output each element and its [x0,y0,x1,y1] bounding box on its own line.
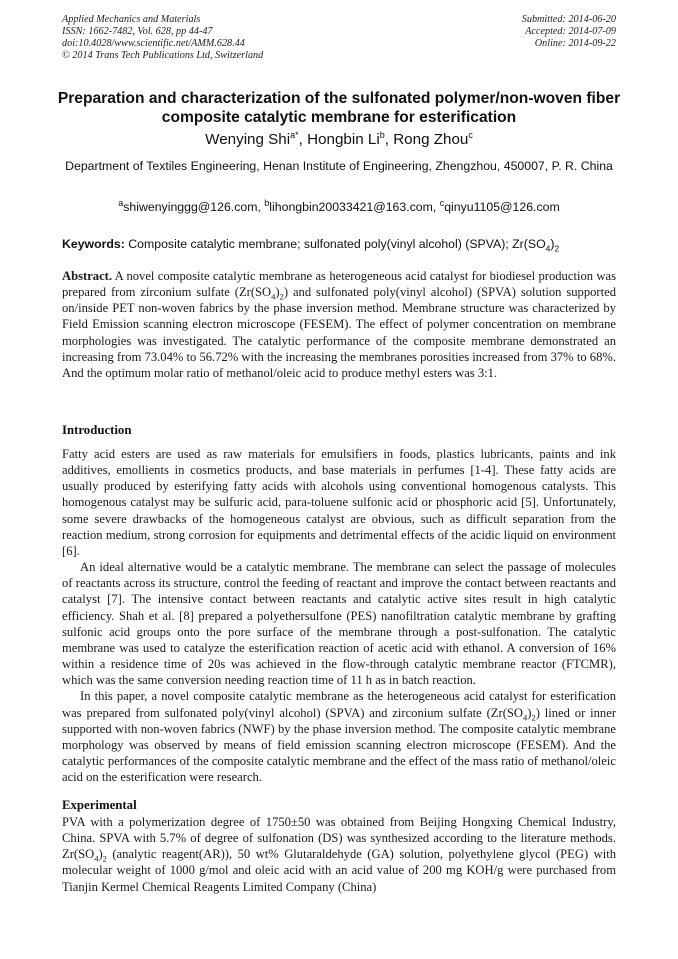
introduction-body [62,446,616,785]
subscript: 2 [531,712,536,723]
intro-paragraph [62,688,616,785]
keywords-text: ) [550,237,555,251]
subscript: 2 [102,853,107,864]
author-name: Hongbin Li [307,131,380,148]
abstract-label: Abstract. [62,269,113,283]
keywords-text: Composite catalytic membrane; sulfonated poly(vinyl alcohol) (SPVA); Zr(SO [124,237,546,251]
intro-paragraph: Fatty acid esters are used as raw materials for emulsifiers in foods, plastics lubricants, paints and ink additives, emollients in cosmetics products, and base materials in perfumes [1-4]. These fatty acids are usually produced by esterifying fatty acids with alcohols using conventional homogenous catalysts. This homogenous catalyst may be sulfuric acid, para-toluene sulfonic acid or phosphoric acid [5]. Unfortunately, some severe drawbacks of the homogeneous catalyst are obvious, such as difficult separation from the reaction medium, strong corrosion for equipments and detrimental effects of the acidic liquid on environment [6]. [62,447,616,558]
abstract-text: ) [275,285,280,300]
keywords [62,236,618,252]
subscript: 2 [279,291,284,302]
intro-text: ) [527,705,532,720]
journal-header-left [62,14,263,62]
email-address: lihongbin20033421@163.com, [269,200,440,214]
subscript: 4 [545,243,551,254]
email-mark: a [118,197,124,208]
email-mark: b [264,197,270,208]
experimental-text: ) [98,847,103,862]
author-separator: , [384,131,394,148]
section-heading-experimental: Experimental [62,798,137,812]
accepted-date: Accepted: 2014-07-09 [525,26,616,37]
email-address: qinyu1105@126.com [444,200,560,214]
author-list [40,130,638,149]
experimental-paragraph [62,814,616,895]
experimental-text: (analytic reagent(AR)), 50 wt% Glutaraldehyde (GA) solution, polyethylene glycol (PEG) with molecular weight of 1000 g/mol and oleic acid with an acid value of 200 mg KOH/g were purchased from Tianjin Kermel Chemical Reagents Limited Company (China) [62,847,616,894]
journal-copyright: © 2014 Trans Tech Publications Ltd, Switzerland [62,50,264,61]
subscript: 2 [554,243,560,254]
email-address: shiwenyinggg@126.com, [123,200,265,214]
author-name: Wenying Shi [205,131,291,148]
subscript: 4 [271,291,276,302]
abstract-text: A novel composite catalytic membrane as heterogeneous acid catalyst for biodiesel production was prepared from zirconium sulfate (Zr(SO [62,269,616,300]
keywords-label: Keywords: [62,237,125,251]
online-date: Online: 2014-09-22 [534,38,616,49]
author-affil-mark: a* [290,129,299,140]
email-mark: c [439,197,445,208]
abstract-paragraph [62,268,616,381]
author-affil-mark: c [468,129,473,140]
journal-header-right [522,14,616,50]
author-separator: , [298,131,308,148]
submitted-date: Submitted: 2014-06-20 [521,14,616,25]
journal-issn: ISSN: 1662-7482, Vol. 628, pp 44-47 [62,26,213,37]
journal-doi: doi:10.4028/www.scientific.net/AMM.628.44 [62,38,245,49]
section-heading-introduction: Introduction [62,423,132,437]
author-name: Rong Zhou [393,131,469,148]
intro-paragraph: An ideal alternative would be a catalytic membrane. The membrane can select the passage of molecules of reactants across its structure, control the feeding of reactant and improve the contact between reactants and catalyst [7]. The intensive contact between reactants and catalytic active sites result in high catalytic efficiency. Shah et al. [8] prepared a polyethersulfone (PES) nanofiltration catalytic membrane by grafting sulfonic acid groups onto the pore surface of the membrane through a post-sulfonation. The catalytic membrane was used to catalyze the esterification reaction of acetic acid with ethanol. A conversion of 16% within a residence time of 20s was achieved in the flow-through catalytic membrane reactor (FTCMR), which was the same conversion needing reaction time of 11 h as in batch reaction. [62,560,616,688]
abstract [62,268,616,381]
experimental-body [62,814,616,895]
intro-text: In this paper, a novel composite catalytic membrane as the heterogeneous acid catalyst for esterification was prepared from sulfonated poly(vinyl alcohol) (SPVA) and zirconium sulfate (Zr(SO [62,689,616,720]
experimental-text: PVA with a polymerization degree of 1750±50 was obtained from Beijing Hongxing Chemical Industry, China. SPVA with 5.7% of degree of sulfonation (DS) was synthesized according to the literature methods. Zr(SO [62,815,616,862]
author-emails [40,199,638,215]
paper-title: Preparation and characterization of the sulfonated polymer/non-woven fiber composite catalytic membrane for esterification [57,90,621,126]
affiliation: Department of Textiles Engineering, Henan Institute of Engineering, Zhengzhou, 450007, P. R. China [65,159,613,173]
abstract-text: ) and sulfonated poly(vinyl alcohol) (SPVA) solution supported on/inside PET non-woven fabrics by the phase inversion method. Membrane structure was characterized by Field Emission scanning electron microscope (FESEM). The effect of polymer concentration on membrane morphologies was investigated. The catalytic performance of the composite membrane demonstrated an increasing from 73.04% to 56.72% with the increasing the membranes porosities increased from 37% to 68%. And the optimum molar ratio of methanol/oleic acid to produce methyl esters was 3:1. [62,285,616,380]
journal-name: Applied Mechanics and Materials [62,14,201,25]
subscript: 4 [523,712,528,723]
intro-text: ) lined or inner supported with non-woven fabrics (NWF) by the phase inversion method. The composite catalytic membrane morphology was observed by means of field emission scanning electron microscope (FESEM). And the catalytic performances of the composite catalytic membrane and the effect of the mass ratio of methanol/oleic acid on the esterification were research. [62,705,617,785]
author-affil-mark: b [379,129,385,140]
subscript: 4 [94,853,99,864]
